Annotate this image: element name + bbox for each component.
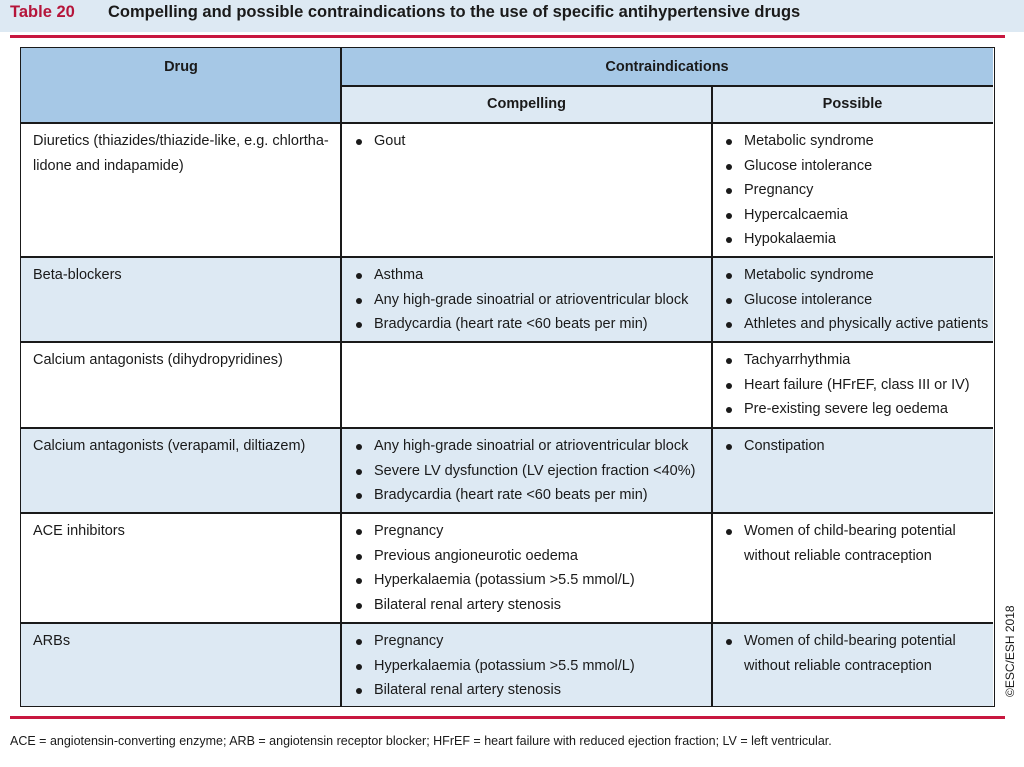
drug-name-line: lidone and indapamide) <box>33 157 184 174</box>
bullet-icon <box>726 383 732 389</box>
compelling-list <box>353 263 688 337</box>
list-item <box>353 459 695 484</box>
bullet-icon <box>726 529 732 535</box>
row-divider <box>21 622 993 624</box>
possible-item-text: Constipation <box>744 438 825 454</box>
compelling-item-text: Hyperkalaemia (potassium >5.5 mmol/L) <box>374 657 635 674</box>
drug-column-header: Drug <box>164 59 198 75</box>
table-number: Table 20 <box>10 3 75 21</box>
drug-name: ARBs <box>33 633 71 649</box>
bullet-icon <box>356 603 362 609</box>
drug-name: Beta-blockers <box>33 267 122 283</box>
compelling-list <box>353 129 405 154</box>
list-item <box>353 312 688 337</box>
list-item <box>723 312 988 337</box>
possible-item-text: Glucose intolerance <box>744 291 873 308</box>
list-item <box>353 544 635 569</box>
subheader-rule <box>341 85 993 87</box>
bullet-icon <box>726 358 732 364</box>
row-divider <box>21 341 993 343</box>
possible-list <box>723 519 984 568</box>
bullet-icon <box>356 529 362 535</box>
compelling-item-text: Pregnancy <box>374 633 444 649</box>
list-item <box>723 203 874 228</box>
bullet-icon <box>726 213 732 219</box>
compelling-item-text: Gout <box>374 133 406 149</box>
list-item <box>723 373 970 398</box>
bullet-icon <box>356 578 362 584</box>
list-item <box>353 678 635 703</box>
list-item <box>353 263 688 288</box>
list-item <box>723 227 874 252</box>
drug-name: Calcium antagonists (verapamil, diltiazem) <box>33 438 306 454</box>
compelling-list <box>353 434 695 508</box>
bottom-rule <box>10 716 1005 719</box>
possible-list <box>723 129 874 252</box>
row-divider <box>21 427 993 429</box>
list-item <box>353 629 635 654</box>
list-item <box>723 348 970 373</box>
compelling-list <box>353 519 635 617</box>
bullet-icon <box>356 554 362 560</box>
list-item <box>723 397 970 422</box>
possible-column-divider <box>711 85 713 706</box>
compelling-item-text: Previous angioneurotic oedema <box>374 547 578 564</box>
possible-item-text: Heart failure (HFrEF, class III or IV) <box>744 376 970 393</box>
bullet-icon <box>356 493 362 499</box>
possible-item-text: Pre-existing severe leg oedema <box>744 401 948 417</box>
possible-item-text: Women of child-bearing potential without reliable contraception <box>744 633 956 674</box>
compelling-item-text: Hyperkalaemia (potassium >5.5 mmol/L) <box>374 572 635 588</box>
bullet-icon <box>726 322 732 328</box>
possible-item-text: Metabolic syndrome <box>744 267 874 283</box>
compelling-item-text: Asthma <box>374 267 424 283</box>
drug-name: ACE inhibitors <box>33 523 125 539</box>
drug-name <box>33 129 333 178</box>
possible-item-text: Pregnancy <box>744 182 814 198</box>
possible-item-text: Women of child-bearing potential without reliable contraception <box>744 523 956 564</box>
bullet-icon <box>726 139 732 145</box>
table-footnote: ACE = angiotensin-converting enzyme; ARB = angiotensin receptor blocker; HFrEF = heart failure with reduced ejection fraction; LV = left ventricular. <box>10 734 832 748</box>
list-item <box>723 434 825 459</box>
bullet-icon <box>356 322 362 328</box>
bullet-icon <box>726 407 732 413</box>
possible-list <box>723 629 984 678</box>
bullet-icon <box>726 188 732 194</box>
bullet-icon <box>356 664 362 670</box>
bullet-icon <box>726 639 732 645</box>
bullet-icon <box>356 444 362 450</box>
list-item <box>723 129 874 154</box>
bullet-icon <box>356 688 362 694</box>
bullet-icon <box>356 298 362 304</box>
possible-list <box>723 434 825 459</box>
header-bottom-rule <box>21 122 993 124</box>
bullet-icon <box>356 273 362 279</box>
list-item <box>353 129 405 154</box>
possible-item-text: Athletes and physically active patients <box>744 316 989 332</box>
list-item <box>353 568 635 593</box>
drug-column-divider <box>340 48 342 706</box>
list-item <box>723 154 874 179</box>
bullet-icon <box>356 469 362 475</box>
bullet-icon <box>726 298 732 304</box>
row-divider <box>21 512 993 514</box>
list-item <box>353 483 695 508</box>
list-item <box>723 263 988 288</box>
compelling-column-header: Compelling <box>487 96 566 112</box>
list-item <box>353 519 635 544</box>
list-item <box>353 288 688 313</box>
contraindications-table <box>20 47 995 707</box>
list-item <box>723 629 984 678</box>
possible-list <box>723 348 970 422</box>
possible-item-text: Hypercalcaemia <box>744 206 848 223</box>
list-item <box>723 519 984 568</box>
possible-column-header: Possible <box>822 96 883 112</box>
drug-name-line: Diuretics (thiazides/thiazide-like, e.g. chlortha- <box>33 133 329 149</box>
compelling-item-text: Any high-grade sinoatrial or atrioventricular block <box>374 291 689 308</box>
copyright-label: ©ESC/ESH 2018 <box>1003 605 1017 697</box>
list-item <box>353 593 635 618</box>
top-rule <box>10 35 1005 38</box>
possible-item-text: Glucose intolerance <box>744 157 873 174</box>
compelling-item-text: Pregnancy <box>374 523 444 539</box>
list-item <box>723 288 988 313</box>
compelling-list <box>353 629 635 703</box>
table-header <box>0 0 1024 32</box>
contraindications-column-header: Contraindications <box>605 59 729 75</box>
compelling-item-text: Severe LV dysfunction (LV ejection fraction <40%) <box>374 462 696 479</box>
compelling-item-text: Bilateral renal artery stenosis <box>374 596 561 613</box>
bullet-icon <box>726 237 732 243</box>
row-divider <box>21 256 993 258</box>
possible-item-text: Tachyarrhythmia <box>744 352 851 368</box>
possible-item-text: Metabolic syndrome <box>744 133 874 149</box>
list-item <box>353 434 695 459</box>
compelling-item-text: Bilateral renal artery stenosis <box>374 682 561 698</box>
bullet-icon <box>356 639 362 645</box>
compelling-item-text: Any high-grade sinoatrial or atrioventricular block <box>374 438 689 454</box>
possible-item-text: Hypokalaemia <box>744 231 836 247</box>
bullet-icon <box>726 273 732 279</box>
compelling-item-text: Bradycardia (heart rate <60 beats per min) <box>374 316 648 332</box>
possible-list <box>723 263 988 337</box>
bullet-icon <box>356 139 362 145</box>
bullet-icon <box>726 164 732 170</box>
compelling-item-text: Bradycardia (heart rate <60 beats per min) <box>374 487 648 503</box>
list-item <box>723 178 874 203</box>
drug-name: Calcium antagonists (dihydropyridines) <box>33 352 283 368</box>
table-title: Compelling and possible contraindications to the use of specific antihypertensive drugs <box>108 3 801 21</box>
list-item <box>353 654 635 679</box>
bullet-icon <box>726 444 732 450</box>
